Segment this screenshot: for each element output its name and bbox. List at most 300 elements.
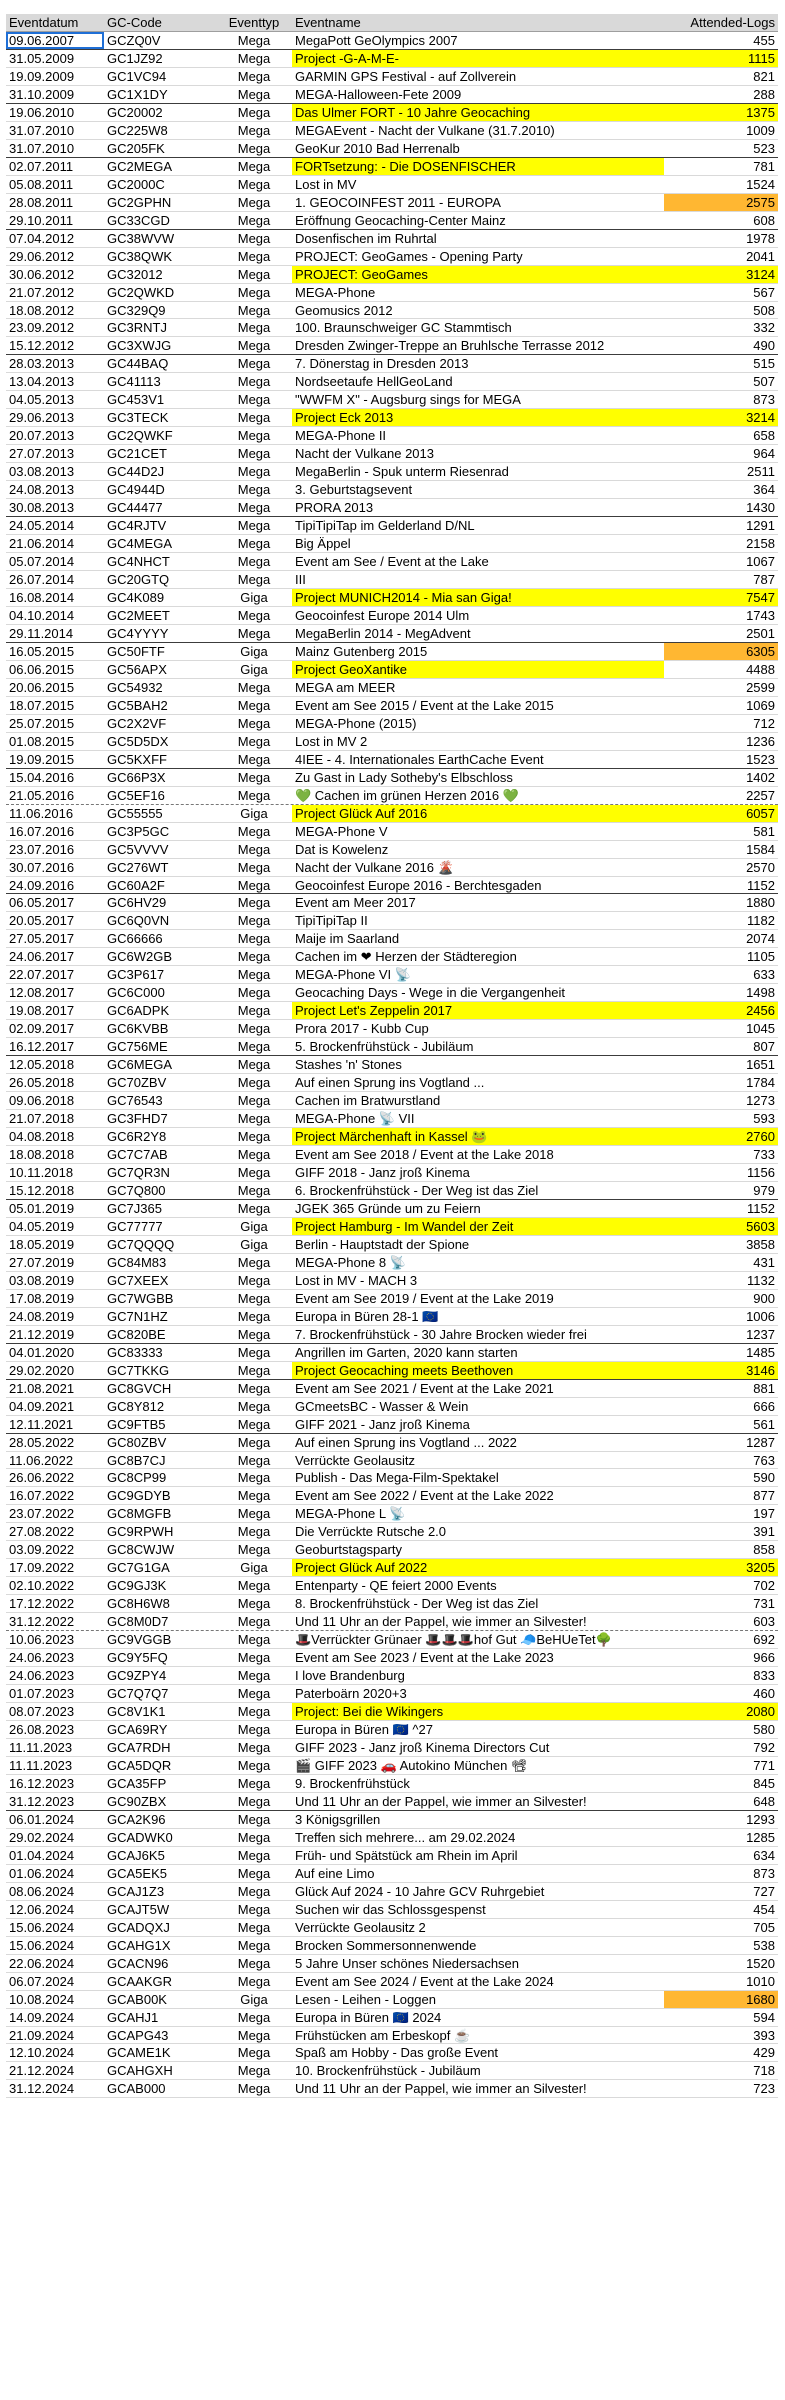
cell-eventname[interactable]: MEGA-Halloween-Fete 2009 (295, 86, 462, 102)
table-row[interactable] (6, 1362, 778, 1380)
cell-eventname[interactable]: Spaß am Hobby - Das große Event (295, 2045, 499, 2061)
cell-attended-logs[interactable]: 1273 (746, 1093, 775, 1109)
table-row[interactable] (6, 68, 778, 86)
cell-eventdatum[interactable]: 03.09.2022 (9, 1542, 75, 1558)
cell-eventtyp[interactable]: Mega (237, 1488, 271, 1504)
table-row[interactable] (6, 823, 778, 841)
cell-eventtyp[interactable]: Mega (237, 1200, 271, 1216)
cell-eventname[interactable]: Project -G-A-M-E- (292, 50, 664, 67)
cell-eventdatum[interactable]: 30.07.2016 (9, 859, 75, 875)
cell-eventtyp[interactable]: Giga (240, 805, 268, 821)
cell-gc-code[interactable]: GC21CET (107, 446, 167, 462)
cell-eventname[interactable]: Europa in Büren 🇪🇺 2024 (295, 2009, 442, 2025)
cell-eventdatum[interactable]: 26.08.2023 (9, 1722, 75, 1738)
cell-gc-code[interactable]: GC3P617 (107, 967, 165, 983)
cell-attended-logs[interactable]: 603 (753, 1614, 775, 1630)
table-row[interactable] (6, 1847, 778, 1865)
cell-gc-code[interactable]: GC6ADPK (107, 1003, 170, 1019)
cell-attended-logs[interactable]: 538 (753, 1937, 775, 1953)
cell-gc-code[interactable]: GC4944D (107, 482, 165, 498)
table-row[interactable] (6, 1092, 778, 1110)
cell-gc-code[interactable]: GC9GDYB (107, 1488, 171, 1504)
cell-eventname[interactable]: 🎬 GIFF 2023 🚗 Autokino München 📽 (295, 1757, 528, 1773)
cell-eventdatum[interactable]: 17.12.2022 (9, 1596, 75, 1612)
cell-gc-code[interactable]: GC7Q7Q7 (107, 1686, 169, 1702)
cell-gc-code[interactable]: GC6R2Y8 (107, 1129, 167, 1145)
table-row[interactable] (6, 751, 778, 769)
cell-gc-code[interactable]: GC7WGBB (107, 1290, 174, 1306)
cell-eventname[interactable]: Dosenfischen im Ruhrtal (295, 230, 437, 246)
cell-attended-logs[interactable]: 1375 (664, 104, 778, 121)
cell-attended-logs[interactable]: 1287 (746, 1434, 775, 1450)
cell-eventname[interactable]: GCmeetsBC - Wasser & Wein (295, 1398, 469, 1414)
table-row[interactable] (6, 535, 778, 553)
cell-gc-code[interactable]: GC5VVVV (107, 841, 169, 857)
cell-gc-code[interactable]: GC5EF16 (107, 787, 165, 803)
cell-attended-logs[interactable]: 1523 (746, 751, 775, 767)
cell-eventdatum[interactable]: 26.06.2022 (9, 1470, 75, 1486)
cell-eventtyp[interactable]: Mega (237, 1632, 271, 1648)
table-row[interactable] (6, 158, 778, 176)
cell-eventdatum[interactable]: 21.09.2024 (9, 2027, 75, 2043)
cell-eventname[interactable]: MEGA am MEER (295, 679, 396, 695)
cell-eventname[interactable]: MEGA-Phone 8 📡 (295, 1254, 406, 1270)
cell-eventname[interactable]: Paterboärn 2020+3 (295, 1686, 407, 1702)
cell-eventname[interactable]: Mainz Gutenberg 2015 (295, 643, 428, 659)
table-row[interactable] (6, 679, 778, 697)
cell-eventtyp[interactable]: Mega (237, 1740, 271, 1755)
cell-gc-code[interactable]: GC3P5GC (107, 823, 170, 839)
cell-gc-code[interactable]: GC4RJTV (107, 518, 167, 534)
cell-eventtyp[interactable]: Mega (237, 86, 271, 102)
cell-attended-logs[interactable]: 1067 (746, 554, 775, 570)
cell-attended-logs[interactable]: 590 (753, 1470, 775, 1486)
cell-gc-code[interactable]: GC20GTQ (107, 572, 170, 588)
cell-eventtyp[interactable]: Mega (237, 356, 271, 372)
cell-attended-logs[interactable]: 881 (753, 1380, 775, 1396)
cell-attended-logs[interactable]: 771 (753, 1757, 775, 1773)
cell-eventtyp[interactable]: Mega (237, 1182, 271, 1198)
cell-gc-code[interactable]: GC3TECK (107, 410, 169, 426)
cell-eventtyp[interactable]: Mega (237, 1668, 271, 1684)
cell-gc-code[interactable]: GC70ZBV (107, 1075, 167, 1091)
cell-eventname[interactable]: Dat is Kowelenz (295, 841, 389, 857)
cell-eventtyp[interactable]: Mega (237, 1883, 271, 1899)
cell-eventname[interactable]: Entenparty - QE feiert 2000 Events (295, 1578, 497, 1594)
header-attended-logs[interactable]: Attended-Logs (690, 15, 775, 30)
cell-gc-code[interactable]: GCADQXJ (107, 1919, 170, 1935)
table-row[interactable] (6, 302, 778, 320)
cell-gc-code[interactable]: GC56APX (107, 661, 167, 677)
cell-eventname[interactable]: Event am See 2022 / Event at the Lake 2022 (295, 1488, 554, 1504)
cell-eventtyp[interactable]: Mega (237, 1003, 271, 1019)
cell-eventdatum[interactable]: 24.08.2013 (9, 482, 75, 498)
cell-gc-code[interactable]: GC6W2GB (107, 949, 173, 965)
cell-gc-code[interactable]: GCAHJ1 (107, 2009, 159, 2025)
cell-attended-logs[interactable]: 460 (753, 1686, 775, 1702)
cell-gc-code[interactable]: GCAJ1Z3 (107, 1883, 165, 1899)
table-row[interactable] (6, 50, 778, 68)
cell-eventdatum[interactable]: 25.07.2015 (9, 715, 75, 731)
cell-eventname[interactable]: Auf eine Limo (295, 1865, 375, 1881)
table-row[interactable] (6, 1164, 778, 1182)
cell-gc-code[interactable]: GC2QWKD (107, 284, 175, 300)
cell-eventname[interactable]: 9. Brockenfrühstück (295, 1775, 410, 1791)
cell-eventname[interactable]: PROJECT: GeoGames (292, 266, 664, 283)
cell-attended-logs[interactable]: 845 (753, 1775, 775, 1791)
cell-eventdatum[interactable]: 18.07.2015 (9, 697, 75, 713)
cell-eventtyp[interactable]: Mega (237, 1129, 271, 1145)
cell-attended-logs[interactable]: 1006 (746, 1308, 775, 1324)
cell-eventdatum[interactable]: 22.06.2024 (9, 1955, 75, 1971)
cell-gc-code[interactable]: GC6Q0VN (107, 913, 170, 929)
cell-eventname[interactable]: Stashes 'n' Stones (295, 1057, 402, 1073)
cell-eventdatum[interactable]: 06.01.2024 (9, 1811, 75, 1827)
cell-gc-code[interactable]: GC453V1 (107, 392, 165, 408)
cell-eventdatum[interactable]: 11.06.2016 (9, 805, 74, 821)
cell-eventname[interactable]: MegaPott GeOlympics 2007 (295, 32, 458, 48)
cell-attended-logs[interactable]: 1236 (746, 733, 775, 749)
cell-eventname[interactable]: Brocken Sommersonnenwende (295, 1937, 477, 1953)
cell-attended-logs[interactable]: 490 (753, 338, 775, 354)
cell-gc-code[interactable]: GC54932 (107, 679, 163, 695)
cell-attended-logs[interactable]: 1010 (746, 1973, 775, 1989)
cell-gc-code[interactable]: GCZQ0V (107, 32, 161, 48)
table-row[interactable] (6, 248, 778, 266)
cell-eventname[interactable]: Maije im Saarland (295, 931, 400, 947)
cell-attended-logs[interactable]: 2760 (664, 1128, 778, 1145)
cell-attended-logs[interactable]: 393 (753, 2027, 775, 2043)
cell-eventname[interactable]: Geocoinfest Europe 2016 - Berchtesgaden (295, 877, 542, 893)
table-row[interactable] (6, 1218, 778, 1236)
table-row[interactable] (6, 1757, 778, 1775)
cell-eventname[interactable]: Geocaching Days - Wege in die Vergangenheit (295, 985, 566, 1001)
cell-attended-logs[interactable]: 1156 (747, 1165, 775, 1180)
cell-gc-code[interactable]: GC8M0D7 (107, 1614, 169, 1630)
cell-gc-code[interactable]: GC2MEGA (107, 158, 173, 174)
cell-gc-code[interactable]: GCA69RY (107, 1722, 168, 1738)
cell-eventname[interactable]: 7. Dönerstag in Dresden 2013 (295, 356, 469, 372)
cell-eventdatum[interactable]: 29.11.2014 (9, 625, 74, 641)
table-row[interactable] (6, 553, 778, 571)
cell-attended-logs[interactable]: 332 (753, 320, 775, 336)
cell-eventname[interactable]: JGEK 365 Gründe um zu Feiern (295, 1200, 481, 1216)
table-row[interactable] (6, 1865, 778, 1883)
cell-gc-code[interactable]: GC8H6W8 (107, 1596, 170, 1612)
table-row[interactable] (6, 1002, 778, 1020)
cell-eventtyp[interactable]: Giga (240, 1991, 268, 2007)
cell-eventdatum[interactable]: 15.06.2024 (9, 1919, 75, 1935)
cell-gc-code[interactable]: GC8CWJW (107, 1542, 175, 1558)
cell-eventtyp[interactable]: Mega (237, 482, 271, 498)
cell-eventdatum[interactable]: 21.12.2024 (9, 2063, 75, 2079)
cell-eventname[interactable]: Cachen im Bratwurstland (295, 1093, 441, 1109)
table-row[interactable] (6, 1595, 778, 1613)
cell-eventtyp[interactable]: Mega (237, 1416, 271, 1432)
cell-gc-code[interactable]: GC7QR3N (107, 1165, 170, 1180)
cell-eventname[interactable]: Event am See 2019 / Event at the Lake 2019 (295, 1290, 554, 1306)
cell-attended-logs[interactable]: 666 (753, 1398, 775, 1414)
table-row[interactable] (6, 1020, 778, 1038)
cell-eventname[interactable]: MEGA-Phone II (295, 428, 387, 444)
cell-attended-logs[interactable]: 718 (753, 2063, 775, 2079)
cell-eventdatum[interactable]: 31.12.2022 (9, 1614, 75, 1630)
table-row[interactable] (6, 841, 778, 859)
cell-eventdatum[interactable]: 11.06.2022 (9, 1452, 74, 1468)
cell-eventdatum[interactable]: 29.02.2024 (9, 1829, 75, 1845)
table-row[interactable] (6, 1452, 778, 1470)
cell-attended-logs[interactable]: 731 (753, 1596, 775, 1612)
cell-eventdatum[interactable]: 12.06.2024 (9, 1901, 75, 1917)
table-row[interactable] (6, 1667, 778, 1685)
cell-gc-code[interactable]: GC6C000 (107, 985, 165, 1001)
cell-attended-logs[interactable]: 821 (753, 68, 775, 84)
cell-gc-code[interactable]: GC38WVW (107, 230, 175, 246)
cell-eventdatum[interactable]: 24.06.2017 (9, 949, 75, 965)
cell-eventtyp[interactable]: Mega (237, 320, 271, 336)
table-row[interactable] (6, 1272, 778, 1290)
table-row[interactable] (6, 1973, 778, 1991)
cell-attended-logs[interactable]: 1105 (747, 949, 775, 965)
table-row[interactable] (6, 86, 778, 104)
table-row[interactable] (6, 1829, 778, 1847)
table-row[interactable] (6, 1739, 778, 1757)
cell-attended-logs[interactable]: 3205 (664, 1559, 778, 1576)
cell-eventdatum[interactable]: 24.06.2023 (9, 1650, 75, 1666)
cell-eventtyp[interactable]: Mega (237, 1829, 271, 1845)
cell-gc-code[interactable]: GC5KXFF (107, 751, 167, 767)
cell-eventname[interactable]: Glück Auf 2024 - 10 Jahre GCV Ruhrgebiet (295, 1883, 545, 1899)
cell-eventname[interactable]: GARMIN GPS Festival - auf Zollverein (295, 68, 517, 84)
cell-eventdatum[interactable]: 30.08.2013 (9, 500, 75, 516)
cell-attended-logs[interactable]: 454 (753, 1901, 775, 1917)
table-row[interactable] (6, 176, 778, 194)
table-row[interactable] (6, 1541, 778, 1559)
cell-gc-code[interactable]: GC6HV29 (107, 895, 167, 911)
cell-eventdatum[interactable]: 06.06.2015 (9, 661, 75, 677)
cell-gc-code[interactable]: GC44D2J (107, 464, 165, 480)
cell-eventtyp[interactable]: Mega (237, 1811, 271, 1827)
table-row[interactable] (6, 140, 778, 158)
cell-eventdatum[interactable]: 17.09.2022 (9, 1560, 75, 1576)
cell-eventdatum[interactable]: 03.08.2019 (9, 1272, 75, 1288)
header-eventtyp[interactable]: Eventtyp (228, 15, 280, 30)
cell-eventname[interactable]: PROJECT: GeoGames - Opening Party (295, 248, 523, 264)
cell-attended-logs[interactable]: 1402 (746, 769, 775, 785)
table-row[interactable] (6, 1487, 778, 1505)
cell-eventdatum[interactable]: 06.07.2024 (9, 1973, 75, 1989)
table-row[interactable] (6, 1469, 778, 1487)
cell-attended-logs[interactable]: 1743 (746, 607, 775, 623)
cell-gc-code[interactable]: GC4K089 (107, 590, 165, 605)
cell-attended-logs[interactable]: 288 (753, 86, 775, 102)
cell-gc-code[interactable]: GC4YYYY (107, 625, 169, 641)
cell-gc-code[interactable]: GC205FK (107, 140, 165, 156)
cell-eventtyp[interactable]: Mega (237, 1039, 271, 1055)
cell-eventtyp[interactable]: Mega (237, 1290, 271, 1306)
table-row[interactable] (6, 1254, 778, 1272)
table-row[interactable] (6, 607, 778, 625)
cell-eventname[interactable]: Das Ulmer FORT - 10 Jahre Geocaching (292, 104, 664, 121)
cell-gc-code[interactable]: GC4NHCT (107, 554, 170, 570)
cell-attended-logs[interactable]: 1784 (746, 1075, 775, 1091)
cell-gc-code[interactable]: GC66P3X (107, 769, 166, 785)
cell-eventname[interactable]: MEGA-Phone V (295, 823, 388, 839)
table-row[interactable] (6, 1038, 778, 1056)
cell-eventname[interactable]: Event am Meer 2017 (295, 895, 416, 911)
cell-attended-logs[interactable]: 1045 (746, 1021, 775, 1037)
cell-attended-logs[interactable]: 1285 (746, 1829, 775, 1845)
cell-attended-logs[interactable]: 712 (753, 715, 775, 731)
cell-eventtyp[interactable]: Mega (237, 823, 271, 839)
table-row[interactable] (6, 1919, 778, 1937)
cell-eventname[interactable]: 6. Brockenfrühstück - Der Weg ist das Ziel (295, 1182, 539, 1198)
cell-eventdatum[interactable]: 01.06.2024 (9, 1865, 75, 1881)
table-row[interactable] (6, 984, 778, 1002)
cell-eventdatum[interactable]: 01.08.2015 (9, 733, 75, 749)
cell-eventname[interactable]: Frühstücken am Erbeskopf ☕ (295, 2027, 471, 2043)
cell-attended-logs[interactable]: 702 (753, 1578, 775, 1594)
cell-eventtyp[interactable]: Mega (237, 1937, 271, 1953)
cell-eventtyp[interactable]: Mega (237, 1272, 271, 1288)
table-row[interactable] (6, 1182, 778, 1200)
cell-attended-logs[interactable]: 581 (753, 823, 775, 839)
cell-eventname[interactable]: Früh- und Spätstück am Rhein im April (295, 1847, 518, 1863)
cell-gc-code[interactable]: GC2MEET (107, 607, 170, 623)
cell-attended-logs[interactable]: 3146 (664, 1362, 778, 1379)
cell-eventtyp[interactable]: Mega (237, 1506, 271, 1522)
cell-gc-code[interactable]: GC820BE (107, 1326, 166, 1342)
cell-eventdatum[interactable]: 29.06.2013 (9, 410, 75, 426)
cell-eventname[interactable]: Project GeoXantike (292, 661, 664, 678)
cell-eventname[interactable]: MEGA-Phone 📡 VII (295, 1111, 415, 1127)
cell-gc-code[interactable]: GC3RNTJ (107, 320, 167, 336)
table-row[interactable] (6, 1236, 778, 1254)
cell-gc-code[interactable]: GC1JZ92 (107, 50, 163, 66)
cell-eventname[interactable]: Event am See 2021 / Event at the Lake 2021 (295, 1380, 554, 1396)
cell-gc-code[interactable]: GCAHGXH (107, 2063, 173, 2079)
cell-attended-logs[interactable]: 6305 (664, 643, 778, 660)
cell-eventdatum[interactable]: 10.06.2023 (9, 1632, 75, 1648)
cell-eventtyp[interactable]: Mega (237, 733, 271, 749)
cell-attended-logs[interactable]: 2501 (746, 625, 775, 641)
cell-eventtyp[interactable]: Mega (237, 1380, 271, 1396)
table-row[interactable] (6, 1398, 778, 1416)
table-row[interactable] (6, 104, 778, 122)
table-row[interactable] (6, 661, 778, 679)
cell-gc-code[interactable]: GC5D5DX (107, 733, 169, 749)
table-row[interactable] (6, 1074, 778, 1092)
cell-attended-logs[interactable]: 658 (753, 428, 775, 444)
cell-attended-logs[interactable]: 1430 (746, 500, 775, 516)
cell-gc-code[interactable]: GC8Y812 (107, 1398, 165, 1414)
cell-eventname[interactable]: Und 11 Uhr an der Pappel, wie immer an Silvester! (295, 1793, 587, 1809)
cell-eventname[interactable]: Event am See 2023 / Event at the Lake 2023 (295, 1650, 554, 1666)
cell-eventname[interactable]: Nacht der Vulkane 2016 🌋 (295, 859, 454, 875)
cell-eventdatum[interactable]: 04.08.2018 (9, 1129, 75, 1145)
cell-eventdatum[interactable]: 28.08.2011 (9, 194, 74, 210)
cell-eventtyp[interactable]: Mega (237, 1524, 271, 1540)
cell-eventdatum[interactable]: 31.10.2009 (9, 86, 75, 102)
cell-eventdatum[interactable]: 21.06.2014 (9, 536, 75, 552)
cell-attended-logs[interactable]: 633 (753, 967, 775, 983)
cell-eventname[interactable]: Project Glück Auf 2022 (292, 1559, 664, 1576)
cell-eventtyp[interactable]: Mega (237, 949, 271, 965)
cell-eventdatum[interactable]: 14.09.2024 (9, 2009, 75, 2025)
cell-gc-code[interactable]: GC8GVCH (107, 1380, 172, 1396)
cell-gc-code[interactable]: GC38QWK (107, 248, 173, 264)
cell-attended-logs[interactable]: 1485 (746, 1344, 775, 1360)
table-row[interactable] (6, 1685, 778, 1703)
table-row[interactable] (6, 625, 778, 643)
cell-eventdatum[interactable]: 24.06.2023 (9, 1668, 75, 1684)
cell-attended-logs[interactable]: 723 (753, 2081, 775, 2097)
cell-eventtyp[interactable]: Mega (237, 1021, 271, 1037)
cell-gc-code[interactable]: GC276WT (107, 859, 169, 875)
table-row[interactable] (6, 1775, 778, 1793)
table-row[interactable] (6, 319, 778, 337)
cell-attended-logs[interactable]: 515 (753, 356, 775, 372)
cell-attended-logs[interactable]: 877 (753, 1488, 775, 1504)
table-row[interactable] (6, 1991, 778, 2009)
cell-eventname[interactable]: 10. Brockenfrühstück - Jubiläum (295, 2063, 481, 2079)
table-row[interactable] (6, 769, 778, 787)
cell-eventtyp[interactable]: Mega (237, 32, 271, 48)
cell-eventtyp[interactable]: Mega (237, 248, 271, 264)
table-row[interactable] (6, 1505, 778, 1523)
cell-attended-logs[interactable]: 580 (753, 1722, 775, 1738)
cell-attended-logs[interactable]: 3214 (664, 409, 778, 426)
table-row[interactable] (6, 715, 778, 733)
cell-eventtyp[interactable]: Mega (237, 302, 271, 318)
cell-attended-logs[interactable]: 966 (753, 1650, 775, 1666)
cell-eventdatum[interactable]: 10.11.2018 (9, 1165, 74, 1180)
cell-eventtyp[interactable]: Mega (237, 1308, 271, 1324)
cell-eventdatum[interactable]: 18.05.2019 (9, 1236, 75, 1252)
cell-attended-logs[interactable]: 3124 (664, 266, 778, 283)
cell-attended-logs[interactable]: 1291 (746, 518, 775, 534)
cell-eventtyp[interactable]: Giga (240, 1560, 268, 1576)
cell-eventname[interactable]: PRORA 2013 (295, 500, 374, 516)
cell-eventdatum[interactable]: 18.08.2018 (9, 1147, 75, 1163)
cell-gc-code[interactable]: GC9FTB5 (107, 1416, 166, 1432)
cell-eventtyp[interactable]: Giga (240, 1236, 268, 1252)
table-row[interactable] (6, 733, 778, 751)
cell-eventdatum[interactable]: 19.08.2017 (9, 1003, 75, 1019)
table-row[interactable] (6, 463, 778, 481)
cell-eventtyp[interactable]: Mega (237, 392, 271, 408)
cell-eventtyp[interactable]: Mega (237, 1704, 271, 1720)
cell-gc-code[interactable]: GCAHG1X (107, 1937, 171, 1953)
cell-eventname[interactable]: Publish - Das Mega-Film-Spektakel (295, 1470, 499, 1486)
cell-eventdatum[interactable]: 05.08.2011 (9, 176, 74, 192)
table-row[interactable] (6, 517, 778, 535)
cell-eventdatum[interactable]: 27.07.2019 (9, 1254, 75, 1270)
cell-eventtyp[interactable]: Mega (237, 751, 271, 767)
cell-gc-code[interactable]: GC7C7AB (107, 1147, 168, 1163)
cell-eventtyp[interactable]: Mega (237, 230, 271, 246)
cell-eventname[interactable]: Angrillen im Garten, 2020 kann starten (295, 1344, 518, 1360)
cell-eventtyp[interactable]: Mega (237, 2063, 271, 2079)
table-row[interactable] (6, 1559, 778, 1577)
cell-gc-code[interactable]: GCAJ6K5 (107, 1847, 165, 1863)
cell-eventdatum[interactable]: 27.08.2022 (9, 1524, 75, 1540)
cell-eventdatum[interactable]: 15.06.2024 (9, 1937, 75, 1953)
cell-eventname[interactable]: Und 11 Uhr an der Pappel, wie immer an Silvester! (295, 1614, 587, 1630)
cell-eventtyp[interactable]: Mega (237, 2027, 271, 2043)
table-row[interactable] (6, 643, 778, 661)
cell-eventdatum[interactable]: 15.12.2018 (9, 1182, 75, 1198)
